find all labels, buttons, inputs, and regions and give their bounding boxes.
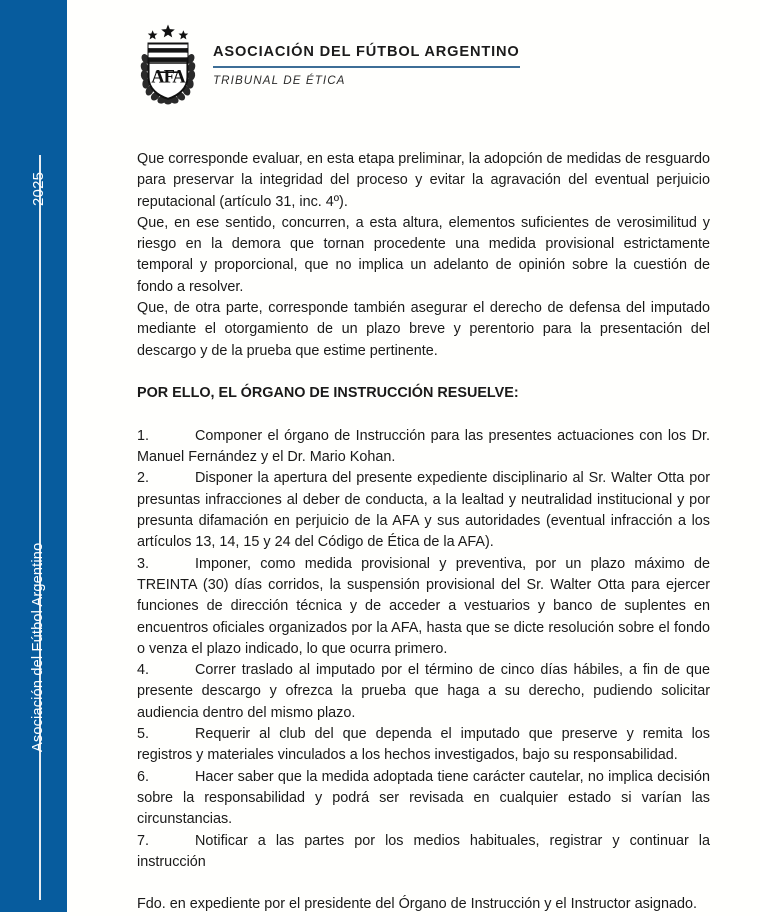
- resolution-item: [137, 660, 710, 724]
- resolution-item-number: 3.: [137, 555, 150, 572]
- svg-text:AFA: AFA: [151, 66, 185, 87]
- letterhead-department-name: TRIBUNAL DE ÉTICA: [213, 74, 346, 88]
- paragraph: Que corresponde evaluar, en esta etapa preliminar, la adopción de medidas de resguardo para preservar la integridad del proceso y evitar la agravación del eventual perjuicio reputacional (artículo 31, inc. 4º).: [137, 151, 710, 210]
- letterhead-organization-name: ASOCIACIÓN DEL FÚTBOL ARGENTINO: [213, 44, 520, 60]
- resolution-item-text: Imponer, como medida provisional y preventiva, por un plazo máximo de TREINTA (30) días corridos, la suspensión provisional del Sr. Walter Otta para ejercer funciones de dirección técnica y de acceder a vestuarios y banco de suplentes en encuentros oficiales organizados por la AFA, hasta que se dicte resolución sobre el fondo o venza el plazo indicado, lo que ocurra primero.: [137, 555, 710, 657]
- resolution-item-number: 6.: [137, 768, 150, 785]
- paragraph: Que, de otra parte, corresponde también asegurar el derecho de defensa del imputado mediante el otorgamiento de un plazo breve y perentorio para la presentación del descargo y de la prueba que estime pertinente.: [137, 300, 710, 359]
- spacer: [137, 873, 710, 894]
- resolution-item-number: 5.: [137, 726, 150, 743]
- resolution-item-number: 4.: [137, 662, 150, 679]
- letterhead-divider: [213, 66, 520, 68]
- resolution-item-text: Hacer saber que la medida adoptada tiene carácter cautelar, no implica decisión sobre la responsabilidad y podrá ser revisada en cualquier estado si varían las circunstancias.: [137, 768, 710, 828]
- sidebar-year-label: 2025: [30, 171, 47, 206]
- resolution-item: [137, 468, 710, 553]
- sidebar-organization-label: Asociación del Fútbol Argentino: [30, 542, 46, 752]
- resolution-item-text: Componer el órgano de Instrucción para las presentes actuaciones con los Dr. Manuel Fernández y el Dr. Mario Kohan.: [137, 427, 710, 466]
- resolution-item: [137, 554, 710, 660]
- resolution-item-text: Requerir al club del que dependa el imputado que preserve y remita los registros y materiales vinculados a los hechos investigados, bajo su responsabilidad.: [137, 726, 710, 764]
- afa-shield-logo-icon: [137, 22, 199, 106]
- resolution-item: [137, 426, 710, 469]
- closing-signature-note: Fdo. en expediente por el presidente del Órgano de Instrucción y el Instructor asignado.: [137, 896, 697, 913]
- resolution-item: [137, 831, 710, 874]
- resolution-item: [137, 767, 710, 831]
- sidebar-vertical-rule: [39, 155, 41, 900]
- paragraph: Que, en ese sentido, concurren, a esta altura, elementos suficientes de verosimilitud y riesgo en la demora que tornan procedente una medida provisional estrictamente temporal y proporcional, que no implica un adelanto de opinión sobre la cuestión de fondo a resolver.: [137, 214, 710, 295]
- resolution-item-number: 7.: [137, 832, 150, 849]
- spacer: [137, 405, 710, 426]
- resolution-item-text: Disponer la apertura del presente expediente disciplinario al Sr. Walter Otta por presuntas infracciones al deber de conducta, a la lealtad y neutralidad institucional y por presunta difamación en perjuicio de la AFA y sus autoridades (eventual infracción a los artículos 13, 14, 15 y 24 del Código de Ética de la AFA).: [137, 470, 710, 551]
- resolution-heading: POR ELLO, EL ÓRGANO DE INSTRUCCIÓN RESUELVE:: [137, 385, 519, 402]
- letterhead: [137, 22, 520, 106]
- resolution-item-text: Notificar a las partes por los medios habituales, registrar y continuar la instrucción: [137, 832, 710, 870]
- document-page: [67, 0, 760, 912]
- letterhead-text-block: [213, 22, 520, 87]
- document-body: [137, 149, 710, 916]
- spacer: [137, 362, 710, 383]
- resolution-item: [137, 724, 710, 767]
- resolution-item-number: 1.: [137, 427, 150, 444]
- resolution-item-text: Correr traslado al imputado por el término de cinco días hábiles, a fin de que presente descargo y ofrezca la prueba que haga a su derecho, pudiendo solicitar audiencia dentro del mismo plazo.: [137, 662, 710, 721]
- left-sidebar: [0, 0, 67, 912]
- resolution-item-number: 2.: [137, 470, 150, 487]
